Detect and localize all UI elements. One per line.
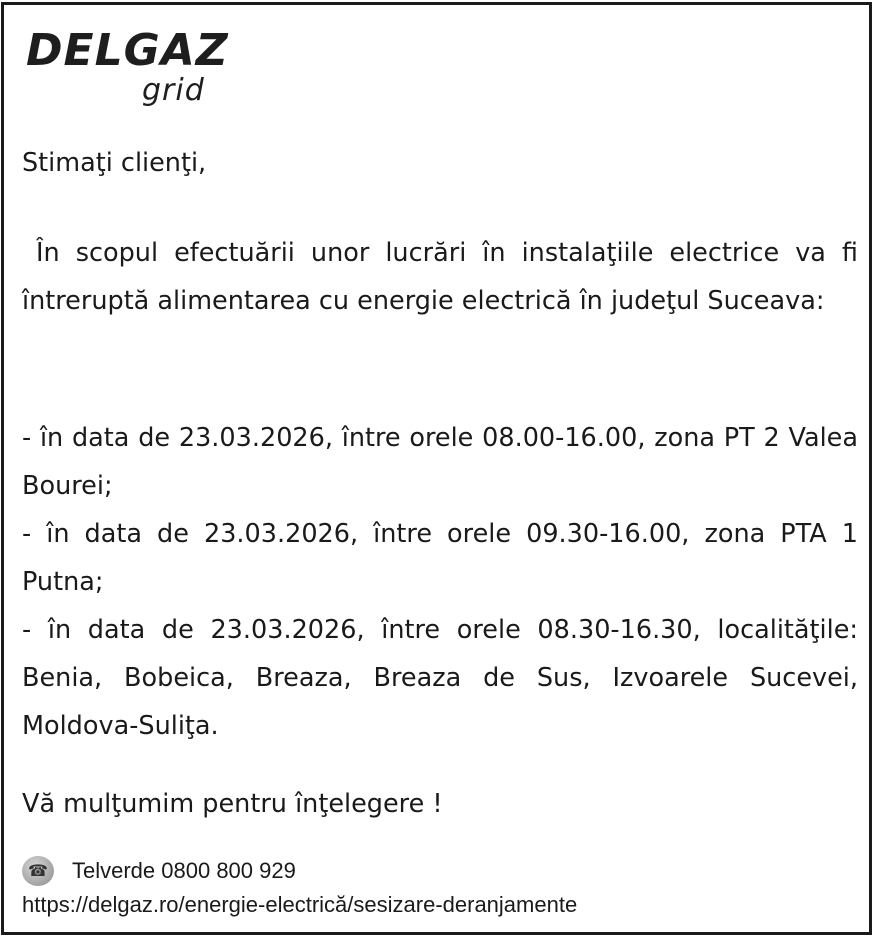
outage-item: - în data de 23.03.2026, între orele 08.30-16.30, localităţile: Benia, Bobeica, Breaza, Breaza de Sus, Izvoarele Sucevei, Moldova-Suliţa. (22, 615, 858, 741)
thanks-message: Vă mulţumim pentru înţelegere ! (22, 789, 443, 819)
outage-item: - în data de 23.03.2026, între orele 09.30-16.00, zona PTA 1 Putna; (22, 519, 858, 597)
phone-contact (22, 854, 296, 888)
report-url-link[interactable]: https://delgaz.ro/energie-electrică/sesizare-deranjamente (22, 892, 578, 917)
logo-wordmark: DELGAZ (26, 25, 229, 76)
phone-number: Telverde 0800 800 929 (72, 858, 296, 883)
delgaz-grid-logo (26, 25, 229, 108)
telephone-icon: ☎ (22, 856, 54, 886)
greeting: Stimaţi clienţi, (22, 148, 207, 178)
outage-item: - în data de 23.03.2026, între orele 08.00-16.00, zona PT 2 Valea Bourei; (22, 423, 858, 501)
logo-subtitle: grid (142, 73, 205, 108)
outage-list (22, 414, 858, 750)
intro-paragraph: În scopul efectuării unor lucrări în instalaţiile electrice va fi întreruptă alimentarea cu energie electrică în judeţul Suceava: (22, 238, 858, 316)
